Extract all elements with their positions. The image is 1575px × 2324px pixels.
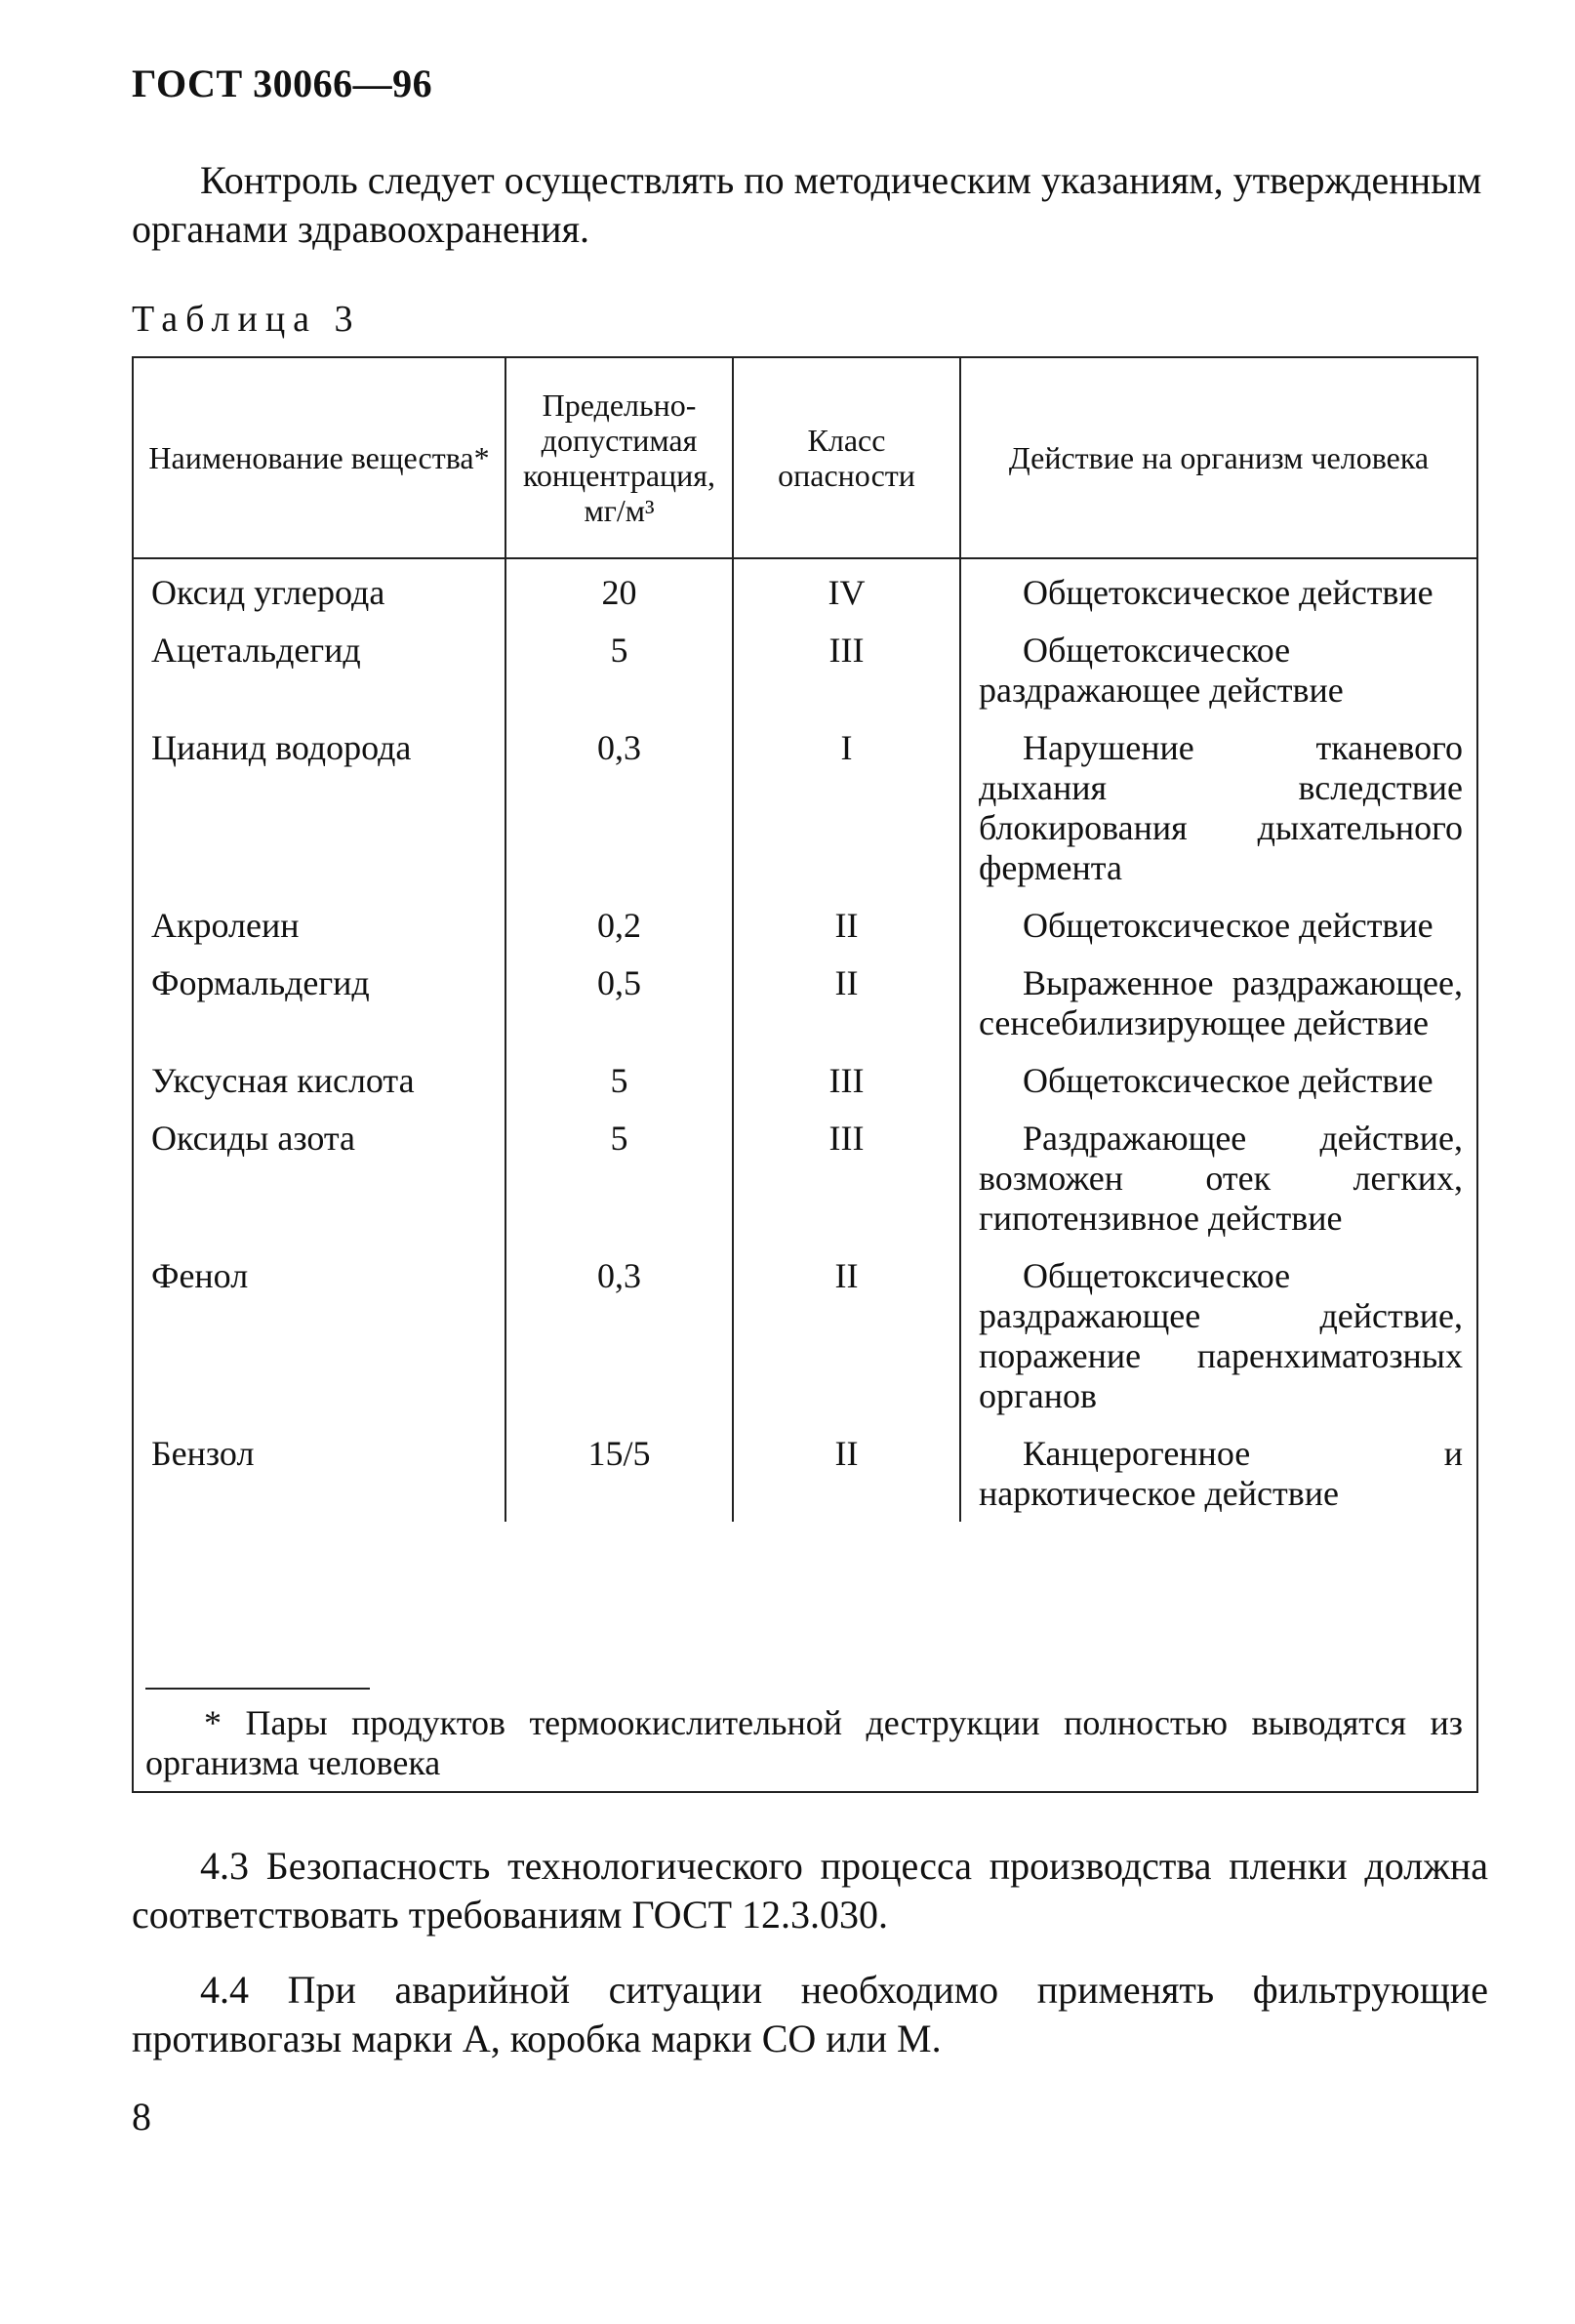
mpc-value: 5 [505, 621, 733, 718]
hazard-class: II [733, 954, 960, 1051]
substance-name: Оксид углерода [134, 558, 505, 621]
hazard-class: III [733, 621, 960, 718]
substance-name: Уксусная кислота [134, 1051, 505, 1109]
effect-cell [960, 1246, 1476, 1424]
effect-text: Общетоксическое раздражающее действие, поражение паренхиматозных органов [979, 1256, 1463, 1415]
effect-text: Общетоксическое действие [1023, 906, 1434, 945]
table-header-row [134, 358, 1476, 558]
effect-text: Канцерогенное и наркотическое действие [979, 1434, 1463, 1513]
hazard-class: III [733, 1109, 960, 1246]
table-row [134, 896, 1476, 954]
table-row [134, 1051, 1476, 1109]
substance-name: Акролеин [134, 896, 505, 954]
document-code: ГОСТ 30066—96 [132, 61, 433, 105]
table-row [134, 718, 1476, 896]
header-substance: Наименование вещества* [134, 358, 505, 558]
mpc-value: 0,2 [505, 896, 733, 954]
substances-table [134, 358, 1476, 1522]
paragraph-4-3: 4.3 Безопасность технологического процесса производства пленки должна соответствовать требованиям ГОСТ 12.3.030. [132, 1844, 1488, 1937]
mpc-value: 0,3 [505, 1246, 733, 1424]
effect-text: Общетоксическое действие [1023, 573, 1434, 612]
effect-cell [960, 954, 1476, 1051]
effect-text: Нарушение тканевого дыхания вследствие блокирования дыхательного фермента [979, 728, 1463, 887]
paragraph-4-4: 4.4 При аварийной ситуации необходимо применять фильтрующие противогазы марки А, коробка марки СО или М. [132, 1968, 1488, 2060]
table-footnote: * Пары продуктов термоокислительной деструкции полностью выводятся из организма человека [145, 1703, 1463, 1782]
header-mpc: Предельно-допустимая концентрация, мг/м³ [505, 358, 733, 558]
page-number: 8 [132, 2095, 151, 2139]
hazard-class: II [733, 1246, 960, 1424]
effect-cell [960, 896, 1476, 954]
hazard-class: IV [733, 558, 960, 621]
table-row [134, 1246, 1476, 1424]
substance-name: Цианид водорода [134, 718, 505, 896]
effect-cell [960, 1424, 1476, 1522]
table-row [134, 558, 1476, 621]
effect-text: Выраженное раздражающее, сенсебилизирующее действие [979, 963, 1463, 1042]
hazard-class: II [733, 1424, 960, 1522]
effect-cell [960, 1109, 1476, 1246]
table-row [134, 1109, 1476, 1246]
header-hazard-class: Класс опасности [733, 358, 960, 558]
table-caption: Таблица 3 [132, 299, 361, 340]
effect-text: Общетоксическое действие [1023, 1061, 1434, 1100]
intro-paragraph: Контроль следует осуществлять по методическим указаниям, утвержденным органами здравоохранения. [132, 158, 1482, 251]
effect-text: Общетоксическое раздражающее действие [979, 631, 1344, 710]
effect-text: Раздражающее действие, возможен отек легких, гипотензивное действие [979, 1119, 1463, 1238]
hazard-class: II [733, 896, 960, 954]
table-container [132, 356, 1478, 1793]
mpc-value: 15/5 [505, 1424, 733, 1522]
header-effect: Действие на организм человека [960, 358, 1476, 558]
table-row [134, 1424, 1476, 1522]
mpc-value: 5 [505, 1109, 733, 1246]
substance-name: Формальдегид [134, 954, 505, 1051]
effect-cell [960, 621, 1476, 718]
substance-name: Фенол [134, 1246, 505, 1424]
substance-name: Оксиды азота [134, 1109, 505, 1246]
effect-cell [960, 718, 1476, 896]
effect-cell [960, 558, 1476, 621]
table-row [134, 954, 1476, 1051]
mpc-value: 5 [505, 1051, 733, 1109]
mpc-value: 0,3 [505, 718, 733, 896]
hazard-class: I [733, 718, 960, 896]
hazard-class: III [733, 1051, 960, 1109]
substance-name: Бензол [134, 1424, 505, 1522]
substance-name: Ацетальдегид [134, 621, 505, 718]
mpc-value: 0,5 [505, 954, 733, 1051]
footnote-divider [145, 1688, 370, 1690]
effect-cell [960, 1051, 1476, 1109]
table-row [134, 621, 1476, 718]
mpc-value: 20 [505, 558, 733, 621]
